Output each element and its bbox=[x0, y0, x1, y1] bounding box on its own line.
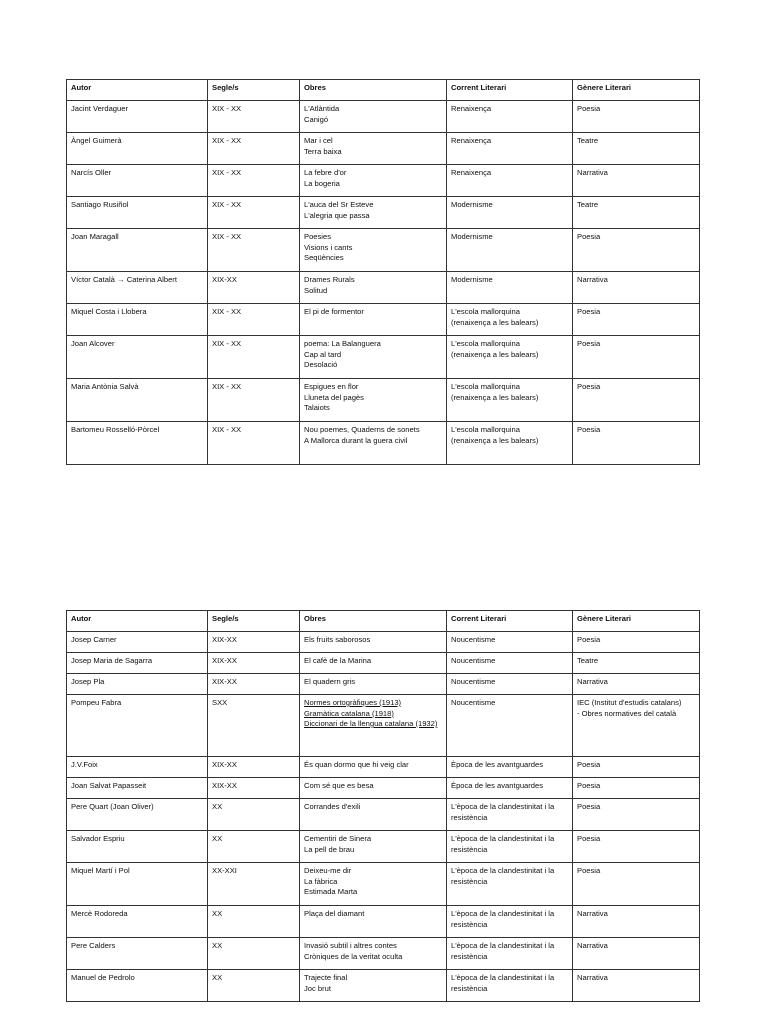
obres-line: El pi de formentor bbox=[304, 307, 364, 316]
cell-corrent bbox=[447, 863, 573, 906]
obres-line: Desolació bbox=[304, 360, 338, 369]
obres-line: Deixeu-me dir bbox=[304, 866, 352, 875]
obres-line: L'Atlàntida bbox=[304, 104, 340, 113]
obres-line: Plaça del diamant bbox=[304, 909, 365, 918]
header-corrent: Corrent Literari bbox=[447, 611, 573, 632]
obres-line: A Mallorca durant la guera civil bbox=[304, 435, 408, 445]
cell-segle: XIX - XX bbox=[208, 133, 300, 165]
obres-line: Nou poemes, Quaderns de sonets bbox=[304, 425, 420, 434]
cell-genere bbox=[573, 133, 700, 165]
genere-line: Narrativa bbox=[577, 973, 608, 982]
genere-line: Poesia bbox=[577, 760, 601, 769]
header-autor: Autor bbox=[67, 611, 208, 632]
cell-genere bbox=[573, 422, 700, 465]
obres-line: La bogeria bbox=[304, 178, 340, 188]
obres-line: El quadern gris bbox=[304, 677, 356, 686]
corrent-line: resistència bbox=[451, 876, 488, 886]
corrent-line: resistència bbox=[451, 951, 488, 961]
obres-line: Terra baixa bbox=[304, 146, 342, 156]
corrent-line: resistència bbox=[451, 919, 488, 929]
genere-line: Teatre bbox=[577, 656, 599, 665]
cell-genere bbox=[573, 632, 700, 653]
obres-line: La febre d'or bbox=[304, 168, 347, 177]
cell-autor: Bartomeu Rosselló-Pòrcel bbox=[67, 422, 208, 465]
cell-obres bbox=[300, 229, 447, 272]
cell-autor: Manuel de Pedrolo bbox=[67, 970, 208, 1002]
cell-segle: XX-XXI bbox=[208, 863, 300, 906]
obres-line: Corrandes d'exili bbox=[304, 802, 361, 811]
table-row bbox=[67, 799, 700, 831]
obres-line: Invasió subtil i altres contes bbox=[304, 941, 397, 950]
cell-corrent bbox=[447, 336, 573, 379]
cell-genere bbox=[573, 831, 700, 863]
cell-genere bbox=[573, 970, 700, 1002]
corrent-line: L'escola mallorquina bbox=[451, 382, 520, 391]
corrent-line: L'època de la clandestinitat i la bbox=[451, 941, 555, 950]
obres-line: Gramàtica catalana (1918) bbox=[304, 708, 394, 718]
genere-line: Narrativa bbox=[577, 168, 608, 177]
cell-autor: Santiago Rusiñol bbox=[67, 197, 208, 229]
table-row bbox=[67, 379, 700, 422]
obres-line: Cap al tard bbox=[304, 349, 342, 359]
header-corrent: Corrent Literari bbox=[447, 80, 573, 101]
cell-genere bbox=[573, 304, 700, 336]
table-row bbox=[67, 778, 700, 799]
table-header-row bbox=[67, 611, 700, 632]
obres-line: Trajecte final bbox=[304, 973, 348, 982]
obres-line: Cròniques de la veritat oculta bbox=[304, 951, 403, 961]
obres-line: Solitud bbox=[304, 285, 328, 295]
cell-autor: Josep Maria de Sagarra bbox=[67, 653, 208, 674]
cell-autor: Joan Maragall bbox=[67, 229, 208, 272]
cell-autor: Pere Quart (Joan Oliver) bbox=[67, 799, 208, 831]
cell-segle: XIX - XX bbox=[208, 165, 300, 197]
cell-genere bbox=[573, 938, 700, 970]
table-header-row bbox=[67, 80, 700, 101]
table-row bbox=[67, 133, 700, 165]
cell-corrent bbox=[447, 778, 573, 799]
corrent-line: Renaixença bbox=[451, 136, 492, 145]
cell-autor: Víctor Català → Caterina Albert bbox=[67, 272, 208, 304]
obres-line: Cementiri de Sinera bbox=[304, 834, 372, 843]
cell-corrent bbox=[447, 304, 573, 336]
cell-corrent bbox=[447, 133, 573, 165]
table-row bbox=[67, 304, 700, 336]
table-row bbox=[67, 101, 700, 133]
corrent-line: (renaixença a les balears) bbox=[451, 349, 539, 359]
genere-line: Narrativa bbox=[577, 941, 608, 950]
cell-obres bbox=[300, 970, 447, 1002]
genere-line: Teatre bbox=[577, 136, 599, 145]
genere-line: Narrativa bbox=[577, 677, 608, 686]
table-row bbox=[67, 165, 700, 197]
table-row bbox=[67, 653, 700, 674]
cell-genere bbox=[573, 272, 700, 304]
obres-line: El cafè de la Marina bbox=[304, 656, 372, 665]
obres-line: Visions i cants bbox=[304, 242, 353, 252]
cell-genere bbox=[573, 653, 700, 674]
cell-segle: XIX - XX bbox=[208, 304, 300, 336]
corrent-line: L'època de la clandestinitat i la bbox=[451, 973, 555, 982]
cell-obres bbox=[300, 632, 447, 653]
corrent-line: Modernisme bbox=[451, 275, 493, 284]
cell-segle: XIX - XX bbox=[208, 336, 300, 379]
cell-obres bbox=[300, 379, 447, 422]
cell-corrent bbox=[447, 970, 573, 1002]
cell-genere bbox=[573, 778, 700, 799]
cell-autor: Miquel Martí i Pol bbox=[67, 863, 208, 906]
cell-corrent bbox=[447, 831, 573, 863]
genere-line: Poesia bbox=[577, 339, 601, 348]
genere-line: Poesia bbox=[577, 802, 601, 811]
cell-genere bbox=[573, 101, 700, 133]
genere-line: Poesia bbox=[577, 307, 601, 316]
genere-line: Poesia bbox=[577, 232, 601, 241]
obres-line: Lluneta del pagès bbox=[304, 392, 364, 402]
cell-segle: XX bbox=[208, 799, 300, 831]
cell-autor: J.V.Foix bbox=[67, 757, 208, 778]
cell-segle: XIX - XX bbox=[208, 229, 300, 272]
cell-autor: Miquel Costa i Llobera bbox=[67, 304, 208, 336]
cell-obres bbox=[300, 674, 447, 695]
header-genere: Gènere Literari bbox=[573, 611, 700, 632]
cell-obres bbox=[300, 799, 447, 831]
obres-line: Estimada Marta bbox=[304, 887, 358, 896]
corrent-line: L'època de la clandestinitat i la bbox=[451, 866, 555, 875]
cell-corrent bbox=[447, 229, 573, 272]
cell-segle: SXX bbox=[208, 695, 300, 757]
obres-line: L'alegria que passa bbox=[304, 210, 370, 220]
corrent-line: L'escola mallorquina bbox=[451, 307, 520, 316]
table-row bbox=[67, 422, 700, 465]
cell-genere bbox=[573, 906, 700, 938]
cell-segle: XIX-XX bbox=[208, 272, 300, 304]
cell-segle: XX bbox=[208, 906, 300, 938]
cell-autor: Pere Calders bbox=[67, 938, 208, 970]
cell-autor: Pompeu Fabra bbox=[67, 695, 208, 757]
obres-line: Diccionari de la llengua catalana (1932) bbox=[304, 719, 438, 728]
corrent-line: L'escola mallorquina bbox=[451, 339, 520, 348]
cell-corrent bbox=[447, 906, 573, 938]
cell-obres bbox=[300, 272, 447, 304]
cell-corrent bbox=[447, 422, 573, 465]
table-row bbox=[67, 938, 700, 970]
cell-corrent bbox=[447, 101, 573, 133]
table-row bbox=[67, 632, 700, 653]
genere-line: Poesia bbox=[577, 834, 601, 843]
corrent-line: Època de les avantguardes bbox=[451, 781, 544, 790]
corrent-line: (renaixença a les balears) bbox=[451, 392, 539, 402]
cell-obres bbox=[300, 304, 447, 336]
genere-line: Teatre bbox=[577, 200, 599, 209]
cell-genere bbox=[573, 165, 700, 197]
cell-corrent bbox=[447, 653, 573, 674]
corrent-line: Noucentisme bbox=[451, 677, 496, 686]
cell-segle: XX bbox=[208, 970, 300, 1002]
cell-obres bbox=[300, 831, 447, 863]
cell-obres bbox=[300, 938, 447, 970]
cell-segle: XIX-XX bbox=[208, 757, 300, 778]
obres-line: Seqüències bbox=[304, 253, 344, 262]
cell-obres bbox=[300, 695, 447, 757]
cell-obres bbox=[300, 906, 447, 938]
table-body bbox=[67, 101, 700, 465]
table-row bbox=[67, 229, 700, 272]
corrent-line: Noucentisme bbox=[451, 656, 496, 665]
cell-segle: XX bbox=[208, 938, 300, 970]
cell-obres bbox=[300, 336, 447, 379]
obres-line: És quan dormo que hi veig clar bbox=[304, 760, 409, 769]
cell-segle: XIX-XX bbox=[208, 674, 300, 695]
obres-line: poema: La Balanguera bbox=[304, 339, 381, 348]
genere-line: Poesia bbox=[577, 104, 601, 113]
cell-segle: XIX-XX bbox=[208, 778, 300, 799]
cell-obres bbox=[300, 197, 447, 229]
header-segle: Segle/s bbox=[208, 611, 300, 632]
obres-line: Com sé que es besa bbox=[304, 781, 374, 790]
cell-corrent bbox=[447, 799, 573, 831]
obres-line: Poesies bbox=[304, 232, 332, 241]
corrent-line: resistència bbox=[451, 983, 488, 993]
cell-genere bbox=[573, 674, 700, 695]
cell-corrent bbox=[447, 632, 573, 653]
cell-autor: Salvador Espriu bbox=[67, 831, 208, 863]
genere-line: Narrativa bbox=[577, 275, 608, 284]
cell-obres bbox=[300, 133, 447, 165]
cell-segle: XIX - XX bbox=[208, 379, 300, 422]
cell-corrent bbox=[447, 197, 573, 229]
genere-line: Poesia bbox=[577, 425, 601, 434]
genere-line: IEC (Institut d'estudis catalans) bbox=[577, 698, 682, 707]
cell-autor: Josep Pla bbox=[67, 674, 208, 695]
table-row bbox=[67, 674, 700, 695]
cell-obres bbox=[300, 165, 447, 197]
obres-line: Espigues en flor bbox=[304, 382, 359, 391]
header-autor: Autor bbox=[67, 80, 208, 101]
table-row bbox=[67, 757, 700, 778]
header-obres: Obres bbox=[300, 611, 447, 632]
corrent-line: Noucentisme bbox=[451, 698, 496, 707]
cell-corrent bbox=[447, 674, 573, 695]
table-row bbox=[67, 695, 700, 757]
obres-line: L'auca del Sr Esteve bbox=[304, 200, 374, 209]
cell-corrent bbox=[447, 757, 573, 778]
corrent-line: L'època de la clandestinitat i la bbox=[451, 909, 555, 918]
obres-line: Drames Rurals bbox=[304, 275, 355, 284]
corrent-line: (renaixença a les balears) bbox=[451, 435, 539, 445]
cell-obres bbox=[300, 101, 447, 133]
obres-line: Els fruits saborosos bbox=[304, 635, 371, 644]
genere-line: Poesia bbox=[577, 781, 601, 790]
obres-line: Mar i cel bbox=[304, 136, 333, 145]
cell-autor: Joan Alcover bbox=[67, 336, 208, 379]
obres-line: La pell de brau bbox=[304, 844, 355, 854]
cell-segle: XIX - XX bbox=[208, 197, 300, 229]
cell-corrent bbox=[447, 165, 573, 197]
table-body bbox=[67, 632, 700, 1002]
table-row bbox=[67, 197, 700, 229]
cell-segle: XIX - XX bbox=[208, 422, 300, 465]
corrent-line: L'escola mallorquina bbox=[451, 425, 520, 434]
authors-table-2 bbox=[66, 610, 700, 1002]
cell-autor: Joan Salvat Papasseit bbox=[67, 778, 208, 799]
genere-line: Poesia bbox=[577, 635, 601, 644]
table-row bbox=[67, 336, 700, 379]
table-row bbox=[67, 863, 700, 906]
cell-genere bbox=[573, 863, 700, 906]
cell-genere bbox=[573, 336, 700, 379]
table-row bbox=[67, 906, 700, 938]
corrent-line: resistència bbox=[451, 844, 488, 854]
obres-line: Normes ortogràfiques (1913) bbox=[304, 698, 402, 707]
cell-corrent bbox=[447, 379, 573, 422]
cell-genere bbox=[573, 379, 700, 422]
cell-corrent bbox=[447, 938, 573, 970]
cell-autor: Mercè Rodoreda bbox=[67, 906, 208, 938]
cell-segle: XX bbox=[208, 831, 300, 863]
corrent-line: Modernisme bbox=[451, 200, 493, 209]
cell-genere bbox=[573, 799, 700, 831]
cell-obres bbox=[300, 863, 447, 906]
corrent-line: (renaixença a les balears) bbox=[451, 317, 539, 327]
cell-corrent bbox=[447, 272, 573, 304]
table-row bbox=[67, 970, 700, 1002]
header-obres: Obres bbox=[300, 80, 447, 101]
cell-obres bbox=[300, 778, 447, 799]
cell-corrent bbox=[447, 695, 573, 757]
cell-autor: Àngel Guimerà bbox=[67, 133, 208, 165]
cell-genere bbox=[573, 229, 700, 272]
cell-obres bbox=[300, 757, 447, 778]
cell-autor: Jacint Verdaguer bbox=[67, 101, 208, 133]
genere-line: - Obres normatives del català bbox=[577, 708, 677, 718]
corrent-line: L'època de la clandestinitat i la bbox=[451, 834, 555, 843]
corrent-line: Renaixença bbox=[451, 168, 492, 177]
cell-autor: Narcís Oller bbox=[67, 165, 208, 197]
header-segle: Segle/s bbox=[208, 80, 300, 101]
table-row bbox=[67, 831, 700, 863]
cell-obres bbox=[300, 653, 447, 674]
cell-autor: Maria Antònia Salvà bbox=[67, 379, 208, 422]
header-genere: Gènere Literari bbox=[573, 80, 700, 101]
cell-segle: XIX-XX bbox=[208, 632, 300, 653]
corrent-line: resistència bbox=[451, 812, 488, 822]
cell-autor: Josep Carner bbox=[67, 632, 208, 653]
cell-genere bbox=[573, 197, 700, 229]
authors-table-1 bbox=[66, 79, 700, 465]
cell-genere bbox=[573, 695, 700, 757]
obres-line: Joc brut bbox=[304, 983, 332, 993]
corrent-line: Renaixença bbox=[451, 104, 492, 113]
corrent-line: Noucentisme bbox=[451, 635, 496, 644]
genere-line: Poesia bbox=[577, 382, 601, 391]
corrent-line: Modernisme bbox=[451, 232, 493, 241]
genere-line: Poesia bbox=[577, 866, 601, 875]
cell-segle: XIX-XX bbox=[208, 653, 300, 674]
table-row bbox=[67, 272, 700, 304]
corrent-line: Època de les avantguardes bbox=[451, 760, 544, 769]
genere-line: Narrativa bbox=[577, 909, 608, 918]
corrent-line: L'època de la clandestinitat i la bbox=[451, 802, 555, 811]
obres-line: La fàbrica bbox=[304, 876, 338, 886]
cell-obres bbox=[300, 422, 447, 465]
obres-line: Talaiots bbox=[304, 403, 330, 412]
cell-genere bbox=[573, 757, 700, 778]
cell-segle: XIX - XX bbox=[208, 101, 300, 133]
obres-line: Canigó bbox=[304, 114, 329, 124]
